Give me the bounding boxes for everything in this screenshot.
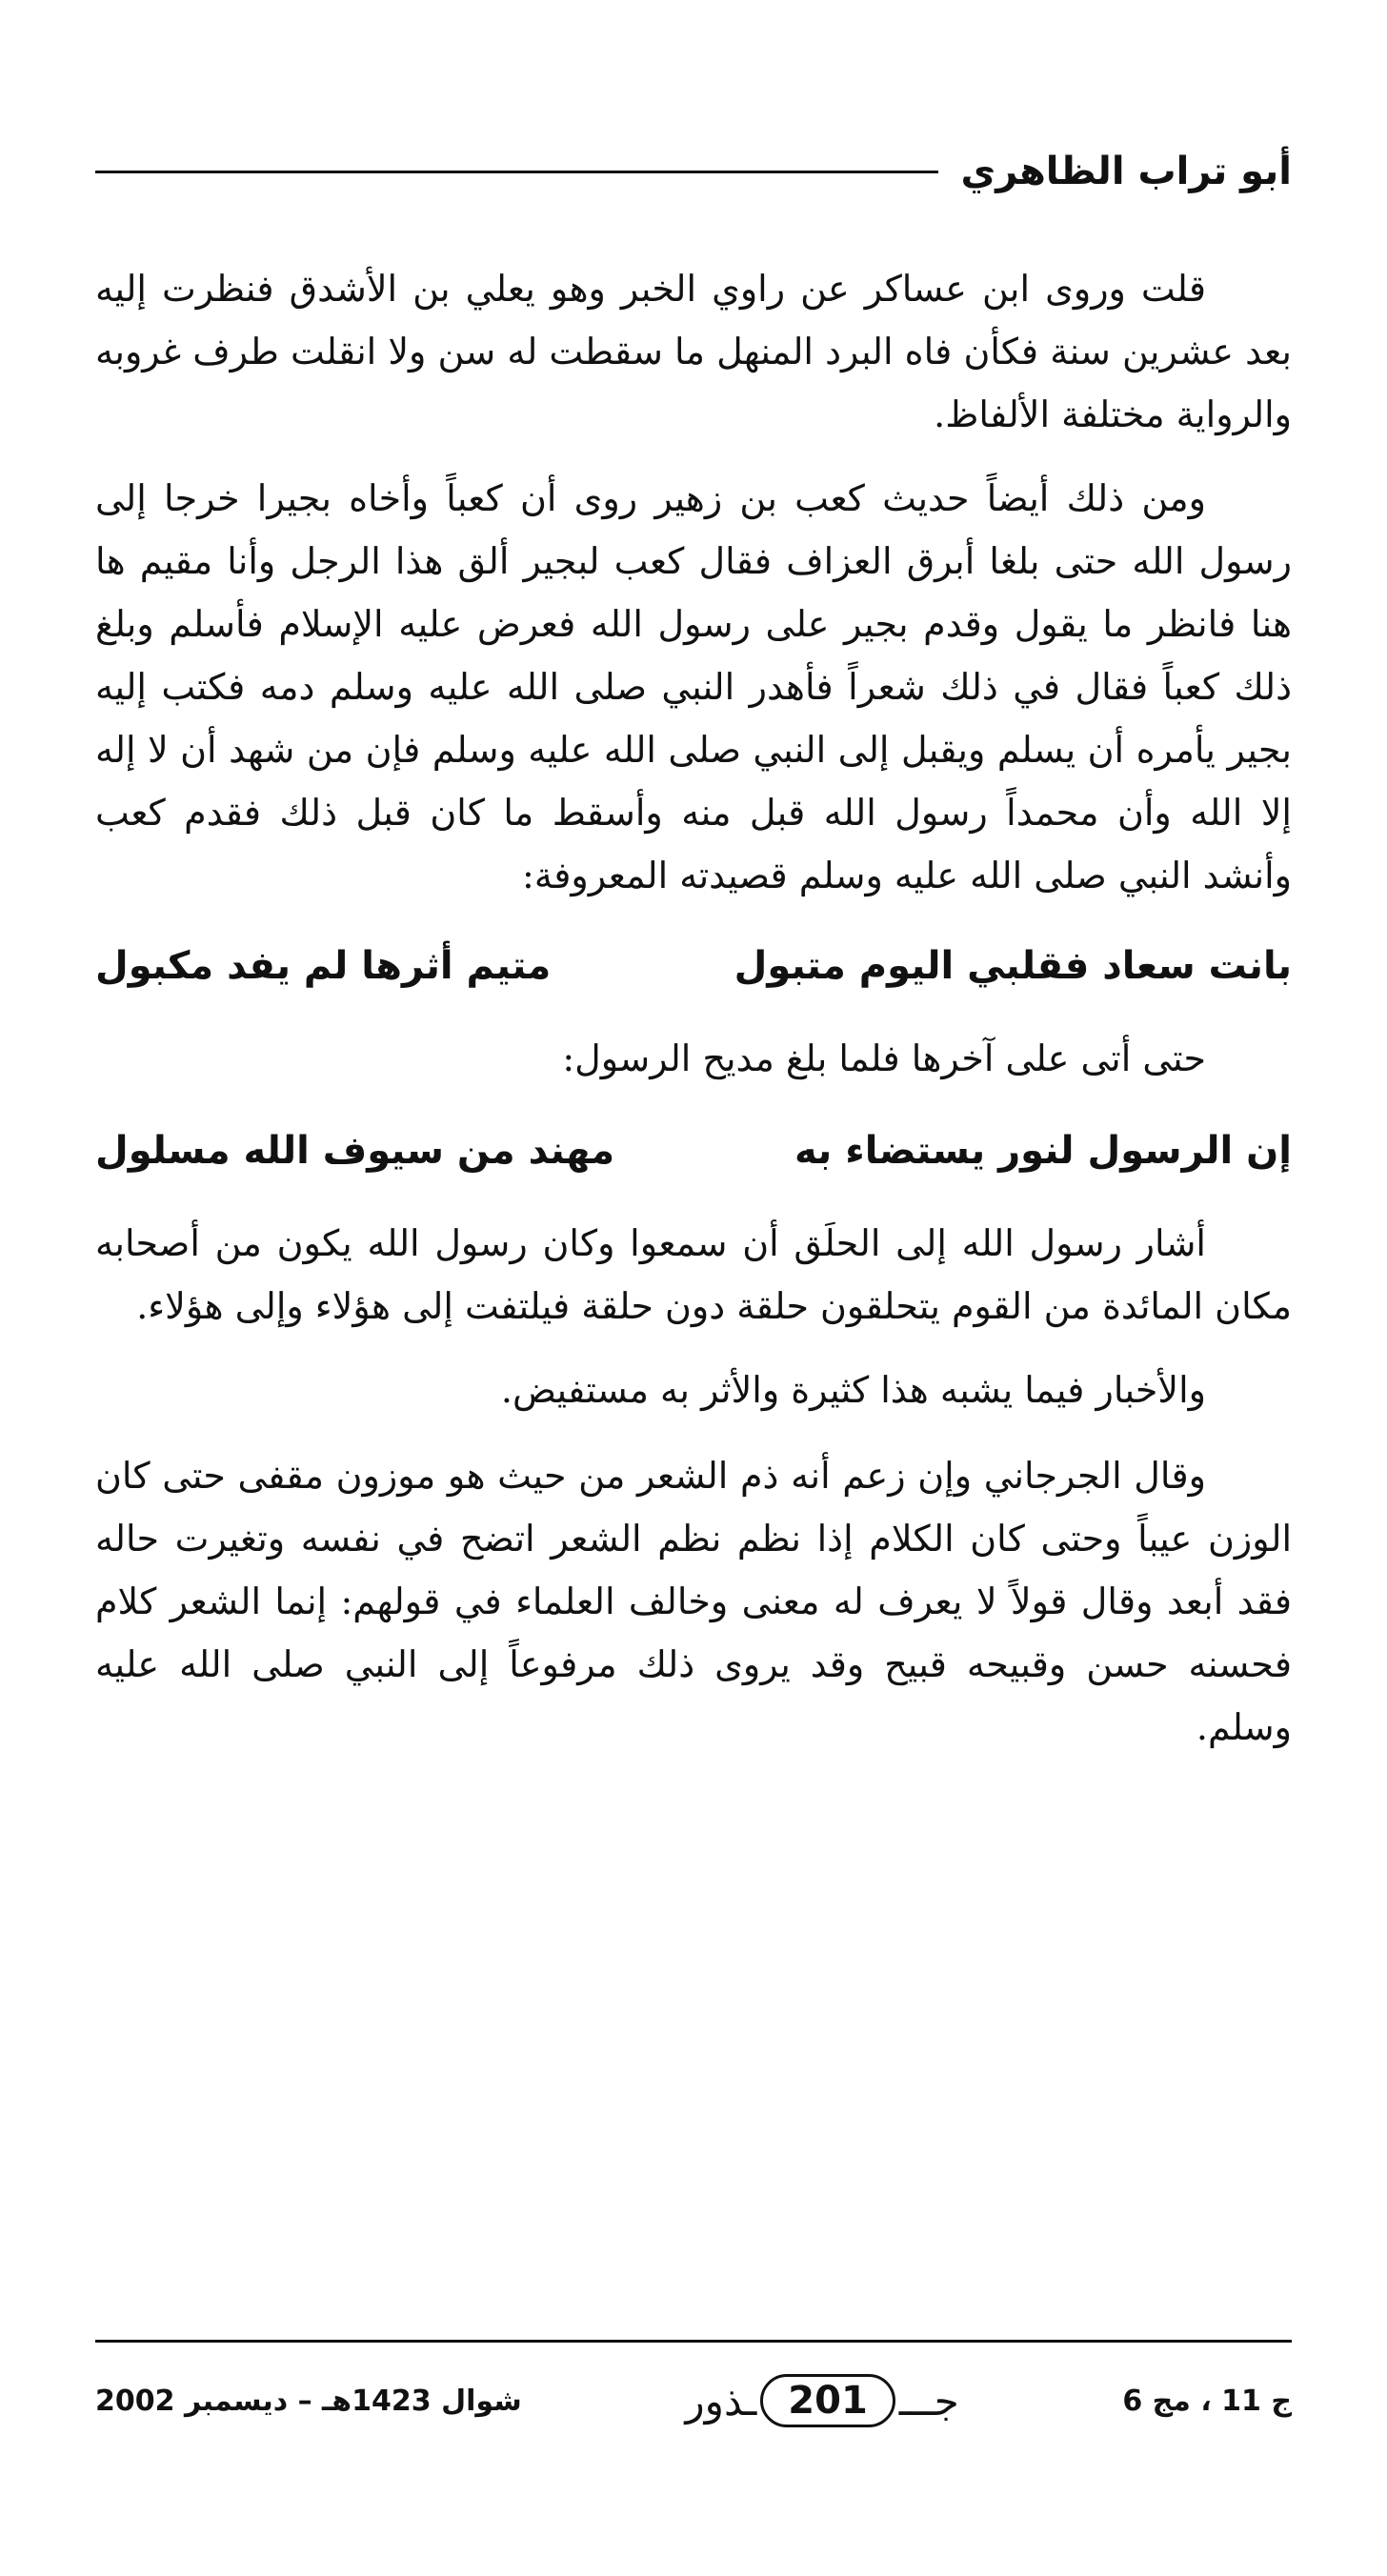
paragraph-3: أشار رسول الله إلى الحلَق أن سمعوا وكان رسول الله يكون من أصحابه مكان المائدة من القوم يتحلقون حلقة دون حلقة فيلتفت إلى هؤلاء وإلى هؤلاء.: [95, 1222, 1292, 1327]
note-1: حتى أتى على آخرها فلما بلغ مديح الرسول:: [562, 1037, 1206, 1079]
header-title: أبو تراب الظاهري: [960, 150, 1292, 193]
paragraph-4: وقال الجرجاني وإن زعم أنه ذم الشعر من حيث هو موزون مقفى حتى كان الوزن عيباً وحتى كان الكلام إذا نظم نظم الشعر اتضح في نفسه وتغيرت حاله فقد أبعد وقال قولاً لا يعرف له معنى وخالف العلماء في قولهم: إنما الشعر كلام فحسنه حسن وقبيحه قبيح وقد يروى ذلك مرفوعاً إلى النبي صلى الله عليه وسلم.: [95, 1455, 1292, 1748]
page-number: 201: [760, 2374, 895, 2427]
verse-line-2: [95, 1113, 1292, 1189]
footer-date: شوال 1423هـ – ديسمبر 2002: [95, 2384, 522, 2418]
footer-issue: ج 11 ، مج 6: [1122, 2384, 1292, 2418]
paragraph-2: ومن ذلك أيضاً حديث كعب بن زهير روى أن كعباً وأخاه بجيرا خرجا إلى رسول الله حتى بلغا أبرق العزاف فقال كعب لبجير ألق هذا الرجل وأنا مقيم ها هنا فانظر ما يقول وقدم بجير على رسول الله فعرض عليه الإسلام فأسلم وبلغ ذلك كعباً فقال في ذلك شعراً فأهدر النبي صلى الله عليه وسلم دمه فكتب إليه بجير يأمره أن يسلم ويقبل إلى النبي صلى الله عليه وسلم فإن من شهد أن لا إله إلا الله وأن محمداً رسول الله قبل منه وأسقط ما كان قبل ذلك فقدم كعب وأنشد النبي صلى الله عليه وسلم قصيدته المعروفة:: [95, 477, 1293, 896]
page-footer: [95, 2363, 1292, 2439]
page-header: [95, 143, 1292, 200]
journal-name-start: جـــ: [898, 2377, 959, 2425]
verse-2-first-hemistich: إن الرسول لنور يستضاء به: [794, 1129, 1292, 1173]
verse-1-first-hemistich: بانت سعاد فقلبي اليوم متبول: [734, 944, 1292, 988]
journal-name-end: ـذور: [685, 2377, 757, 2425]
footer-journal: [685, 2374, 958, 2427]
footer-rule: [95, 2340, 1292, 2343]
verse-2-second-hemistich: مهند من سيوف الله مسلول: [95, 1129, 615, 1173]
page-body: [95, 257, 1292, 1780]
header-rule: [95, 171, 938, 173]
verse-line-1: [95, 928, 1292, 1004]
paragraph-1: قلت وروى ابن عساكر عن راوي الخبر وهو يعلي بن الأشدق فنظرت إليه بعد عشرين سنة فكأن فاه البرد المنهل ما سقطت له سن ولا انقلت طرف غروبه والرواية مختلفة الألفاظ.: [95, 268, 1292, 435]
note-2: والأخبار فيما يشبه هذا كثيرة والأثر به مستفيض.: [500, 1369, 1206, 1411]
verse-1-second-hemistich: متيم أثرها لم يفد مكبول: [95, 944, 552, 988]
